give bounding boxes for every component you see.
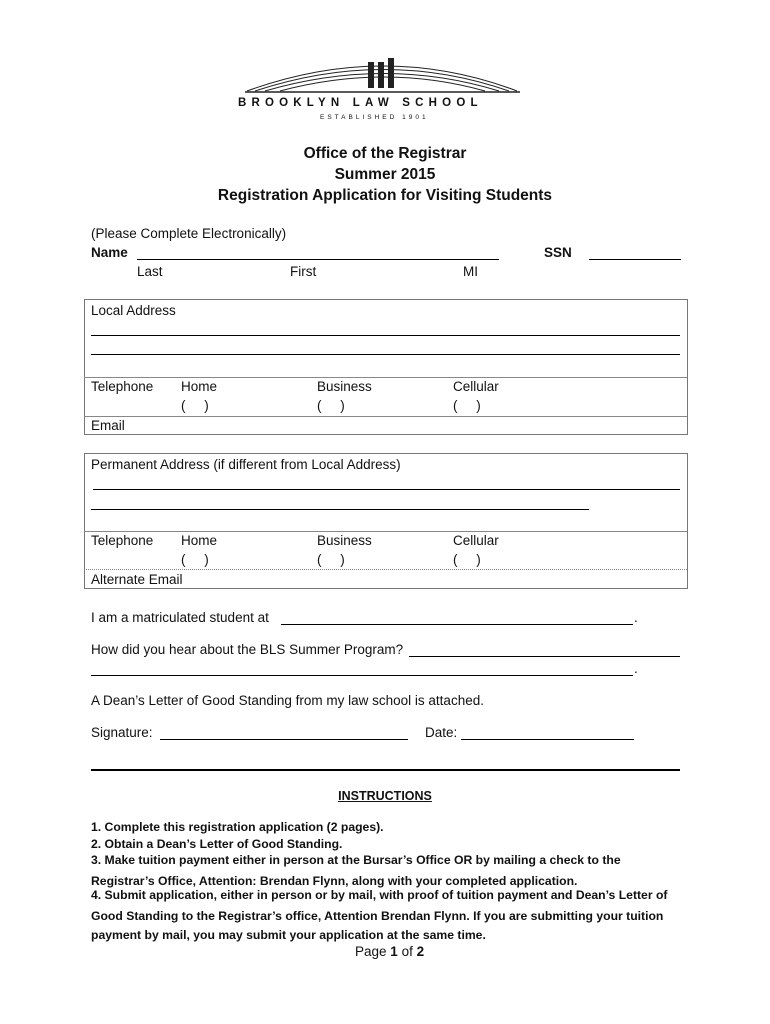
permanent-business-label: Business [317,533,372,548]
instruction-item-4b: Good Standing to the Registrar’s office, Attention Brendan Flynn. If you are submitting your tuition [91,909,664,923]
title-office: Office of the Registrar [303,145,467,162]
permanent-address-label: Permanent Address (if different from Local Address) [91,457,401,472]
name-field[interactable] [137,259,499,260]
local-telephone-label: Telephone [91,379,154,394]
local-home-label: Home [181,379,218,394]
mi-caption: MI [463,264,478,279]
of-word: of [401,944,413,959]
local-business-label: Business [317,379,372,394]
page-current: 1 [390,944,398,959]
hear-about-field-2[interactable] [91,675,633,676]
alternate-email-label[interactable]: Alternate Email [91,572,183,587]
permanent-cellular-phone[interactable]: ( ) [453,552,481,567]
local-address-line-1[interactable] [91,335,680,336]
name-label: Name [91,245,128,260]
established-line: ESTABLISHED 1901 [320,114,429,121]
instruction-item-4c: payment by mail, you may submit your application at the same time. [91,928,486,942]
signature-field[interactable] [160,739,408,740]
school-name: BROOKLYN LAW SCHOOL [238,97,483,109]
permanent-box-divider-1 [84,531,687,532]
section-separator [91,769,680,771]
local-box-divider-2 [84,416,687,417]
page-total: 2 [416,944,425,959]
signature-label: Signature: [91,725,153,740]
email-label[interactable]: Email [91,418,125,433]
title-term: Summer 2015 [334,166,436,183]
title-form: Registration Application for Visiting Students [217,187,553,204]
ssn-field[interactable] [589,259,681,260]
instruction-item-3a: 3. Make tuition payment either in person at the Bursar’s Office OR by mailing a check to the [91,853,621,867]
hear-about-period: . [634,661,638,676]
page-number [355,944,424,959]
permanent-telephone-label: Telephone [91,533,154,548]
permanent-business-phone[interactable]: ( ) [317,552,345,567]
page-word: Page [355,944,387,959]
last-caption: Last [137,264,163,279]
permanent-address-line-2[interactable] [91,509,589,510]
local-box-divider-1 [84,377,687,378]
bridge-logo-icon [245,46,520,96]
permanent-address-line-1[interactable] [93,489,680,490]
permanent-box-divider-2 [84,569,687,570]
date-field[interactable] [461,739,634,740]
permanent-home-phone[interactable]: ( ) [181,552,209,567]
matriculated-label: I am a matriculated student at [91,610,269,625]
local-cellular-phone[interactable]: ( ) [453,398,481,413]
local-address-line-2[interactable] [91,354,680,355]
local-business-phone[interactable]: ( ) [317,398,345,413]
instruction-item-1: 1. Complete this registration application (2 pages). [91,820,384,834]
permanent-home-label: Home [181,533,218,548]
instruction-item-2: 2. Obtain a Dean’s Letter of Good Standing. [91,837,343,851]
local-address-box [84,299,688,435]
local-cellular-label: Cellular [453,379,499,394]
intro-note: (Please Complete Electronically) [91,226,287,241]
hear-about-field-1[interactable] [409,656,680,657]
deans-letter-statement: A Dean’s Letter of Good Standing from my law school is attached. [91,693,484,708]
matriculated-field[interactable] [281,624,633,625]
hear-about-label: How did you hear about the BLS Summer Program? [91,642,404,657]
date-label: Date: [425,725,458,740]
instructions-heading: INSTRUCTIONS [338,789,432,803]
permanent-cellular-label: Cellular [453,533,499,548]
matriculated-period: . [634,610,638,625]
instruction-item-4a: 4. Submit application, either in person or by mail, with proof of tuition payment and Dean’s Letter of [91,888,668,902]
local-address-label: Local Address [91,303,176,318]
ssn-label: SSN [544,245,572,260]
first-caption: First [290,264,317,279]
local-home-phone[interactable]: ( ) [181,398,209,413]
instruction-item-3b: Registrar’s Office, Attention: Brendan Flynn, along with your completed application. [91,874,578,888]
